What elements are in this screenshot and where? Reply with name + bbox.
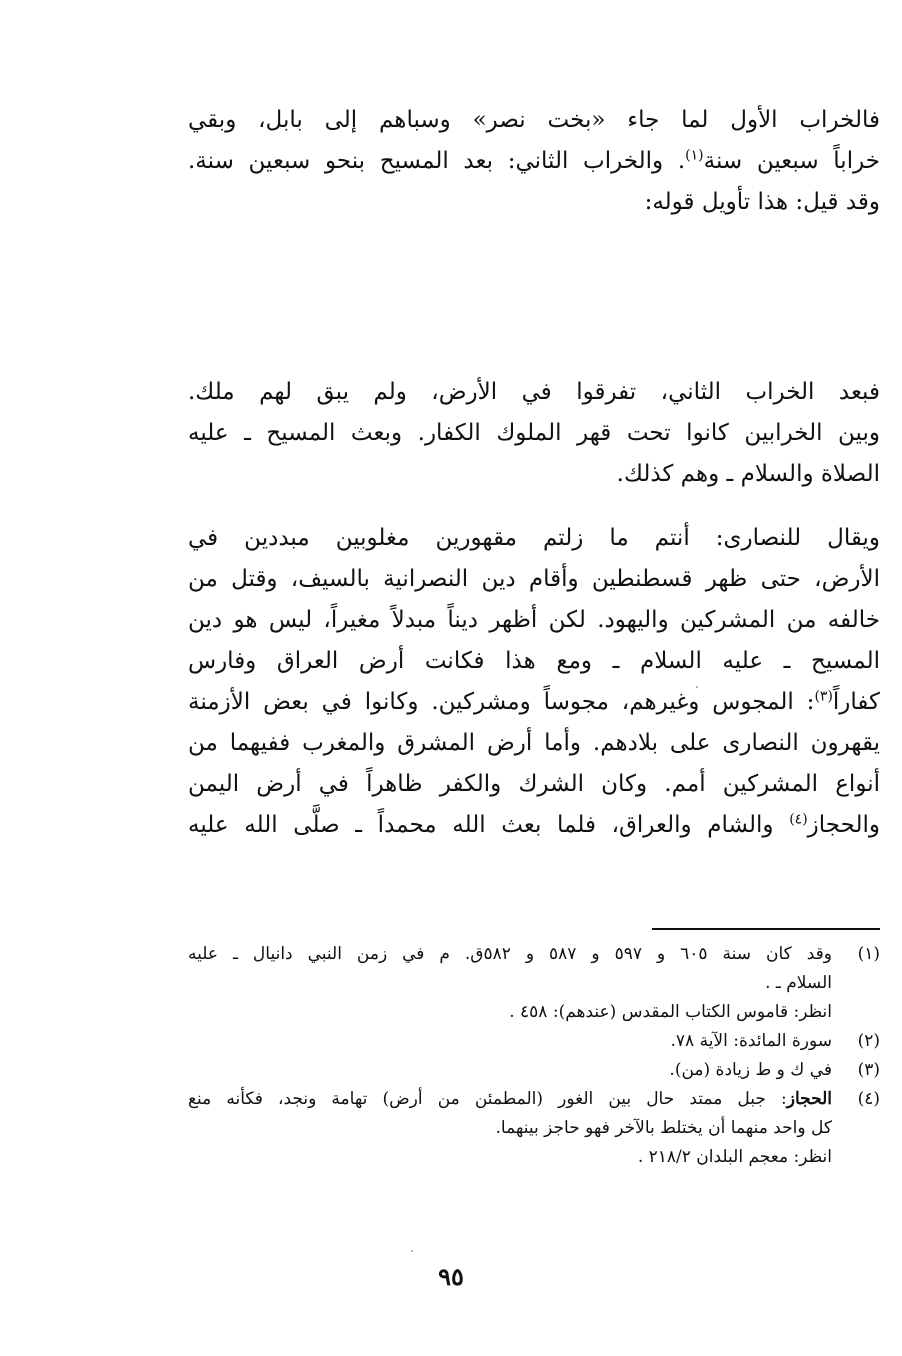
scan-speck: [696, 686, 698, 688]
footnote-line: السلام ـ .: [765, 973, 832, 993]
text-line: فبعد الخراب الثاني، تفرقوا في الأرض، ولم يبق لهم ملك.: [188, 379, 880, 405]
text-line: أنواع المشركين أمم. وكان الشرك والكفر ظاهراً في أرض اليمن: [188, 771, 880, 797]
footnote-segment: : جبل ممتد حال بين الغور (المطمئن من أرض) تهامة ونجد، فكأنه منع: [188, 1089, 787, 1109]
text-line: خالفه من المشركين واليهود. لكن أظهر ديناً مبدلاً مغيراً، ليس هو دين: [188, 607, 880, 633]
paragraph-2: [188, 372, 880, 495]
footnote-ref-1[interactable]: (١): [685, 147, 704, 164]
text-line: وقد قيل: هذا تأويل قوله:: [644, 189, 880, 215]
footnote-line: انظر: معجم البلدان ٢١٨/٢ .: [637, 1147, 832, 1167]
footnote-line: كل واحد منهما أن يختلط بالآخر فهو حاجز بينهما.: [495, 1118, 832, 1138]
text-line: [188, 141, 880, 182]
footnote-line: سورة المائدة: الآية ٧٨.: [670, 1031, 832, 1051]
scan-speck: [411, 1250, 413, 1252]
footnote-3: [188, 1056, 880, 1085]
text-line: [188, 805, 880, 846]
footnotes: [188, 940, 880, 1172]
text-segment: خراباً سبعين سنة: [703, 148, 880, 174]
text-line: ويقال للنصارى: أنتم ما زلتم مقهورين مغلوبين مبددين في: [188, 525, 880, 551]
footnote-line: انظر: قاموس الكتاب المقدس (عندهم): ٤٥٨ .: [509, 1002, 832, 1022]
text-line: فالخراب الأول لما جاء «بخت نصر» وسباهم إلى بابل، وبقي: [188, 107, 880, 133]
page-number: ٩٥: [438, 1262, 464, 1291]
text-line: الأرض، حتى ظهر قسطنطين وأقام دين النصرانية بالسيف، وقتل من: [188, 566, 880, 592]
text-line: وبين الخرابين كانوا تحت قهر الملوك الكفار. وبعث المسيح ـ عليه: [188, 420, 880, 446]
footnote-line: وقد كان سنة ٦٠٥ و ٥٩٧ و ٥٨٧ و ٥٨٢ق. م في زمن النبي دانيال ـ عليه: [188, 944, 832, 964]
text-line: [188, 682, 880, 723]
footnote-ref-3[interactable]: (٣): [814, 688, 833, 705]
text-segment: كفاراً: [832, 689, 880, 715]
footnote-ref-4[interactable]: (٤): [789, 811, 808, 828]
footnote-lead-term: الحجاز: [786, 1089, 832, 1109]
text-line: يقهرون النصارى على بلادهم. وأما أرض المشرق والمغرب ففيهما من: [188, 730, 880, 756]
text-segment: والحجاز: [807, 812, 880, 838]
footnote-line: في ك و ط زيادة (من).: [669, 1060, 832, 1080]
footnote-number: (٣): [857, 1060, 880, 1080]
footnote-2: [188, 1027, 880, 1056]
footnote-4: [188, 1085, 880, 1172]
text-segment: . والخراب الثاني: بعد المسيح بنحو سبعين سنة.: [188, 148, 686, 174]
text-line: المسيح ـ عليه السلام ـ ومع هذا فكانت أرض العراق وفارس: [188, 648, 880, 674]
text-segment: والشام والعراق، فلما بعث الله محمداً ـ صلَّى الله عليه: [188, 812, 790, 838]
footnote-number: (٢): [857, 1031, 880, 1051]
paragraph-1: [188, 100, 880, 223]
footnote-separator: [652, 928, 880, 930]
footnote-number: (٤): [857, 1089, 880, 1109]
text-segment: : المجوس وغيرهم، مجوساً ومشركين. وكانوا في بعض الأزمنة: [188, 689, 815, 715]
paragraph-3: [188, 518, 880, 846]
footnote-1: [188, 940, 880, 1027]
footnote-line: [188, 1085, 832, 1114]
footnote-number: (١): [857, 944, 880, 964]
text-line: الصلاة والسلام ـ وهم كذلك.: [616, 461, 880, 487]
